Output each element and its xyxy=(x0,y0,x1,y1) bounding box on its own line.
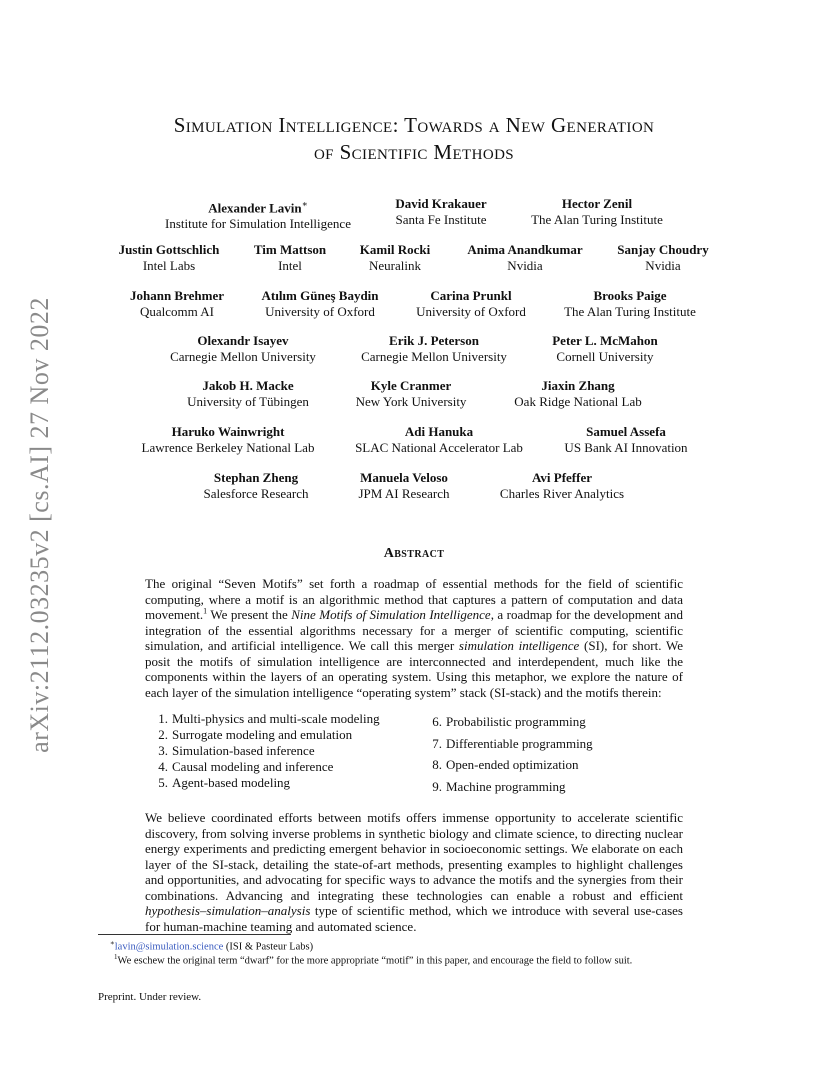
author-affiliation: Nvidia xyxy=(645,258,681,273)
author-affiliation: Institute for Simulation Intelligence xyxy=(165,216,351,232)
author-entry xyxy=(261,288,378,320)
author-entry xyxy=(552,333,658,365)
author-name: Sanjay Choudry xyxy=(617,242,709,257)
list-item: 6. Probabilistic programming xyxy=(432,714,586,729)
author-name: Carina Prunkl xyxy=(430,288,512,303)
arxiv-identifier-text: arXiv:2112.03235v2 [cs.AI] 27 Nov 2022 xyxy=(25,297,54,753)
author-entry xyxy=(187,378,309,410)
author-affiliation: Carnegie Mellon University xyxy=(361,349,507,364)
author-name: Kamil Rocki xyxy=(359,242,431,257)
motif-list-left xyxy=(150,711,380,791)
footnote-1: $^1$We eschew the original term “dwarf” for the more appropriate “motif” in this paper, and encourage the field to follow suit. xyxy=(114,953,633,967)
abstract-paragraph-1: The original “Seven Motifs” set forth a roadmap of essential methods for the field of scientific computing, where a motif is an algorithmic method that captures a pattern of computation and data movement.$^1$ We present the Nine Motifs of Simulation Intelligence, a roadmap for the development and integration of the essential algorithms necessary for a merger of scientific computing, scientific simulation, and artificial intelligence. We call this merger simulation intelligence (SI), for short. We posit the motifs of simulation intelligence are interconnected and interdependent, much like the components within the layers of an operating system. Using this metaphor, we explore the nature of each layer of the simulation intelligence “operating system” stack (SI-stack) and the motifs therein: xyxy=(145,576,683,700)
author-entry xyxy=(203,470,308,502)
arxiv-identifier-stamp xyxy=(18,290,62,760)
author-name: Haruko Wainwright xyxy=(171,424,285,439)
title-line-1: Simulation Intelligence: Towards a New Generation xyxy=(173,113,655,137)
author-affiliation: Santa Fe Institute xyxy=(395,212,487,227)
author-name: Atılım Güneş Baydin xyxy=(261,288,379,303)
author-entry xyxy=(119,242,220,274)
author-entry xyxy=(531,196,663,228)
footnote-corresponding-author: ∗lavin@simulation.science (ISI & Pasteur Labs) xyxy=(110,939,314,953)
email-link[interactable]: lavin@simulation.science xyxy=(114,941,224,953)
author-name: Jakob H. Macke xyxy=(202,378,294,393)
author-name: Olexandr Isayev xyxy=(197,333,289,348)
author-entry xyxy=(130,288,224,320)
author-name: Tim Mattson xyxy=(253,242,327,257)
author-footnote-mark: ∗ xyxy=(301,199,308,209)
abstract-paragraph-2: We believe coordinated efforts between motifs offers immense opportunity to accelerate scientific discovery, from solving inverse problems in synthetic biology and climate science, to directing nuclear energy experiments and predicting emergent behavior in socioeconomic settings. We elaborate on each layer of the SI-stack, detailing the state-of-art methods, presenting examples to highlight challenges and opportunities, and advocating for specific ways to advance the motifs and the synergies from their combinations. Advancing and integrating these technologies can enable a robust and efficient hypothesis–simulation–analysis type of scientific method, which we introduce with several use-cases for human-machine teaming and automated science. xyxy=(145,810,683,934)
author-name: Johann Brehmer xyxy=(129,288,225,303)
list-item: 8. Open-ended optimization xyxy=(432,757,579,772)
author-name: Avi Pfeffer xyxy=(531,470,593,485)
author-entry xyxy=(165,196,351,232)
author-name: Erik J. Peterson xyxy=(389,333,479,348)
list-item: 4. Causal modeling and inference xyxy=(158,759,334,774)
author-entry xyxy=(564,424,687,456)
list-item: 9. Machine programming xyxy=(432,778,566,794)
author-entry xyxy=(361,333,507,365)
author-affiliation: US Bank AI Innovation xyxy=(564,440,688,455)
author-name: David Krakauer xyxy=(395,196,487,211)
nine-motifs-phrase: Nine Motifs of Simulation Intelligence xyxy=(291,607,491,622)
motif-list-right xyxy=(424,711,593,797)
author-entry xyxy=(617,242,708,274)
author-affiliation: Nvidia xyxy=(507,258,543,273)
author-affiliation: Neuralink xyxy=(369,258,421,273)
list-item: 2. Surrogate modeling and emulation xyxy=(158,727,353,742)
author-affiliation: University of Tübingen xyxy=(187,394,309,409)
simulation-intelligence-term: simulation intelligence xyxy=(458,638,580,653)
author-entry xyxy=(467,242,582,274)
author-name: Jiaxin Zhang xyxy=(541,378,615,393)
author-entry xyxy=(356,378,467,410)
author-affiliation: The Alan Turing Institute xyxy=(564,304,696,319)
author-affiliation: Carnegie Mellon University xyxy=(170,349,316,364)
author-affiliation: Charles River Analytics xyxy=(499,486,625,501)
author-name: Kyle Cranmer xyxy=(370,378,452,393)
author-affiliation: New York University xyxy=(355,394,467,409)
author-name: Adi Hanuka xyxy=(404,424,474,439)
author-entry xyxy=(514,378,641,410)
list-item: 7. Differentiable programming xyxy=(432,735,593,751)
author-entry xyxy=(395,196,486,228)
author-name: Manuela Veloso xyxy=(360,470,448,485)
list-item: 1. Multi-physics and multi-scale modeling xyxy=(158,711,380,726)
footnote-mark: 1 xyxy=(114,953,118,961)
author-name: Peter L. McMahon xyxy=(552,333,658,348)
author-entry xyxy=(254,242,326,274)
author-entry xyxy=(416,288,526,320)
footnote-divider xyxy=(98,934,291,935)
footnote-ref-1[interactable]: 1 xyxy=(203,606,208,616)
hypothesis-simulation-analysis-term: hypothesis–simulation–analysis xyxy=(145,903,311,918)
author-name: Samuel Assefa xyxy=(586,424,666,439)
preprint-note: Preprint. Under review. xyxy=(98,991,202,1003)
author-name: Anima Anandkumar xyxy=(467,242,583,257)
author-affiliation: Intel xyxy=(278,258,302,273)
author-affiliation: Salesforce Research xyxy=(203,486,309,501)
author-entry xyxy=(359,470,450,502)
author-name: Brooks Paige xyxy=(593,288,667,303)
abstract-heading: Abstract xyxy=(383,546,445,561)
list-item: 5. Agent-based modeling xyxy=(158,775,291,790)
footnote-mark: ∗ xyxy=(110,939,115,947)
paper-title xyxy=(60,112,768,166)
author-affiliation: Lawrence Berkeley National Lab xyxy=(141,440,315,455)
author-name: Justin Gottschlich xyxy=(118,242,220,257)
author-affiliation: Qualcomm AI xyxy=(139,304,215,319)
author-affiliation: Cornell University xyxy=(556,349,654,364)
author-entry xyxy=(355,424,523,456)
author-affiliation: University of Oxford xyxy=(265,304,375,319)
author-entry xyxy=(360,242,430,274)
author-name: Alexander Lavin∗ xyxy=(208,199,308,216)
author-entry xyxy=(500,470,624,502)
author-entry xyxy=(142,424,315,456)
author-name: Stephan Zheng xyxy=(213,470,299,485)
author-affiliation: University of Oxford xyxy=(416,304,526,319)
author-affiliation: Intel Labs xyxy=(142,258,196,273)
title-line-2: of Scientific Methods xyxy=(313,140,515,164)
author-affiliation: Oak Ridge National Lab xyxy=(514,394,642,409)
author-affiliation: The Alan Turing Institute xyxy=(531,212,663,227)
author-name: Hector Zenil xyxy=(561,196,633,211)
author-entry xyxy=(170,333,316,365)
author-entry xyxy=(564,288,696,320)
author-affiliation: JPM AI Research xyxy=(358,486,450,501)
list-item: 3. Simulation-based inference xyxy=(158,743,315,758)
author-affiliation: SLAC National Accelerator Lab xyxy=(355,440,523,455)
